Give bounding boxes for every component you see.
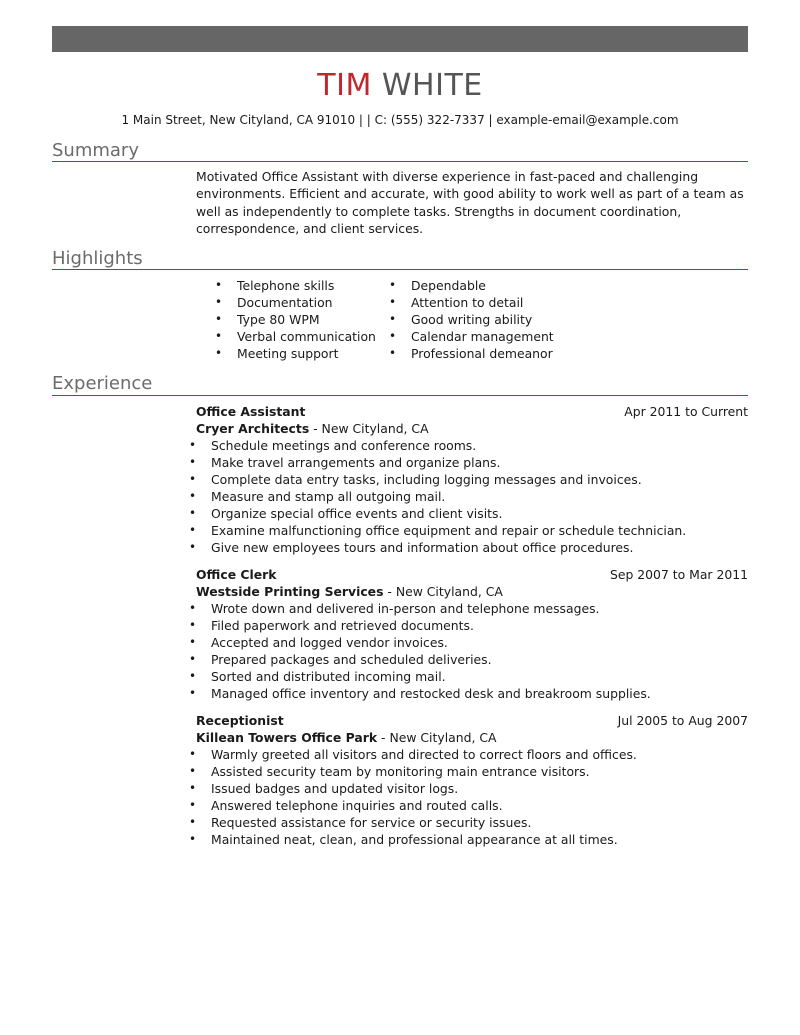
duty-item: • Wrote down and delivered in-person and telephone messages. bbox=[170, 600, 748, 617]
summary-text: Motivated Office Assistant with diverse experience in fast-paced and challenging environments. Efficient and accurate, with good ability to work well as part of a team as well as independently to complete tasks. Strengths in document coordination, correspondence, and client services. bbox=[196, 169, 744, 236]
job-entry bbox=[196, 712, 748, 848]
duty-item: • Prepared packages and scheduled deliveries. bbox=[170, 651, 748, 668]
section-divider bbox=[52, 395, 748, 396]
highlight-item: • Meeting support bbox=[196, 345, 376, 362]
company-name: Cryer Architects bbox=[196, 421, 310, 436]
company-name: Killean Towers Office Park bbox=[196, 730, 378, 745]
job-title: Receptionist bbox=[196, 713, 284, 728]
section-title-summary: Summary bbox=[52, 140, 139, 161]
job-duties bbox=[170, 600, 748, 702]
header-bar bbox=[52, 26, 748, 52]
section-divider bbox=[52, 161, 748, 162]
highlight-item: • Attention to detail bbox=[370, 294, 554, 311]
section-title-experience: Experience bbox=[52, 373, 153, 394]
duty-item: • Requested assistance for service or security issues. bbox=[170, 814, 748, 831]
highlight-item: • Telephone skills bbox=[196, 277, 376, 294]
duty-item: • Organize special office events and client visits. bbox=[170, 505, 748, 522]
highlight-item: • Good writing ability bbox=[370, 311, 554, 328]
highlight-item: • Type 80 WPM bbox=[196, 311, 376, 328]
job-entry bbox=[196, 403, 748, 556]
duty-item: • Give new employees tours and information about office procedures. bbox=[170, 539, 748, 556]
job-duties bbox=[170, 437, 748, 556]
company-name: Westside Printing Services bbox=[196, 584, 384, 599]
job-title: Office Assistant bbox=[196, 404, 306, 419]
highlights-column-2 bbox=[370, 277, 554, 362]
duty-item: • Complete data entry tasks, including logging messages and invoices. bbox=[170, 471, 748, 488]
highlight-item: • Verbal communication bbox=[196, 328, 376, 345]
duty-item: • Sorted and distributed incoming mail. bbox=[170, 668, 748, 685]
duty-item: • Make travel arrangements and organize plans. bbox=[170, 454, 748, 471]
duty-item: • Schedule meetings and conference rooms. bbox=[170, 437, 748, 454]
section-title-highlights: Highlights bbox=[52, 248, 143, 269]
contact-line: 1 Main Street, New Cityland, CA 91010 | | C: (555) 322-7337 | example-email@example.com bbox=[121, 113, 679, 127]
job-location: - New Cityland, CA bbox=[309, 421, 429, 436]
duty-item: • Measure and stamp all outgoing mail. bbox=[170, 488, 748, 505]
duty-item: • Assisted security team by monitoring main entrance visitors. bbox=[170, 763, 748, 780]
resume-name bbox=[0, 68, 800, 103]
duty-item: • Examine malfunctioning office equipment and repair or schedule technician. bbox=[170, 522, 748, 539]
job-dates: Jul 2005 to Aug 2007 bbox=[617, 713, 748, 728]
duty-item: • Maintained neat, clean, and professional appearance at all times. bbox=[170, 831, 748, 848]
duty-item: • Answered telephone inquiries and routed calls. bbox=[170, 797, 748, 814]
first-name: TIM bbox=[317, 68, 372, 103]
job-dates: Apr 2011 to Current bbox=[624, 404, 748, 419]
duty-item: • Managed office inventory and restocked desk and breakroom supplies. bbox=[170, 685, 748, 702]
duty-item: • Accepted and logged vendor invoices. bbox=[170, 634, 748, 651]
job-duties bbox=[170, 746, 748, 848]
highlights-column-1 bbox=[196, 277, 376, 362]
highlight-item: • Professional demeanor bbox=[370, 345, 554, 362]
job-location: - New Cityland, CA bbox=[377, 730, 497, 745]
highlight-item: • Documentation bbox=[196, 294, 376, 311]
job-title: Office Clerk bbox=[196, 567, 277, 582]
duty-item: • Warmly greeted all visitors and directed to correct floors and offices. bbox=[170, 746, 748, 763]
duty-item: • Filed paperwork and retrieved documents. bbox=[170, 617, 748, 634]
last-name: WHITE bbox=[381, 68, 483, 103]
job-dates: Sep 2007 to Mar 2011 bbox=[610, 567, 748, 582]
job-location: - New Cityland, CA bbox=[383, 584, 503, 599]
duty-item: • Issued badges and updated visitor logs. bbox=[170, 780, 748, 797]
highlight-item: • Dependable bbox=[370, 277, 554, 294]
job-entry bbox=[196, 566, 748, 702]
section-divider bbox=[52, 269, 748, 270]
highlight-item: • Calendar management bbox=[370, 328, 554, 345]
